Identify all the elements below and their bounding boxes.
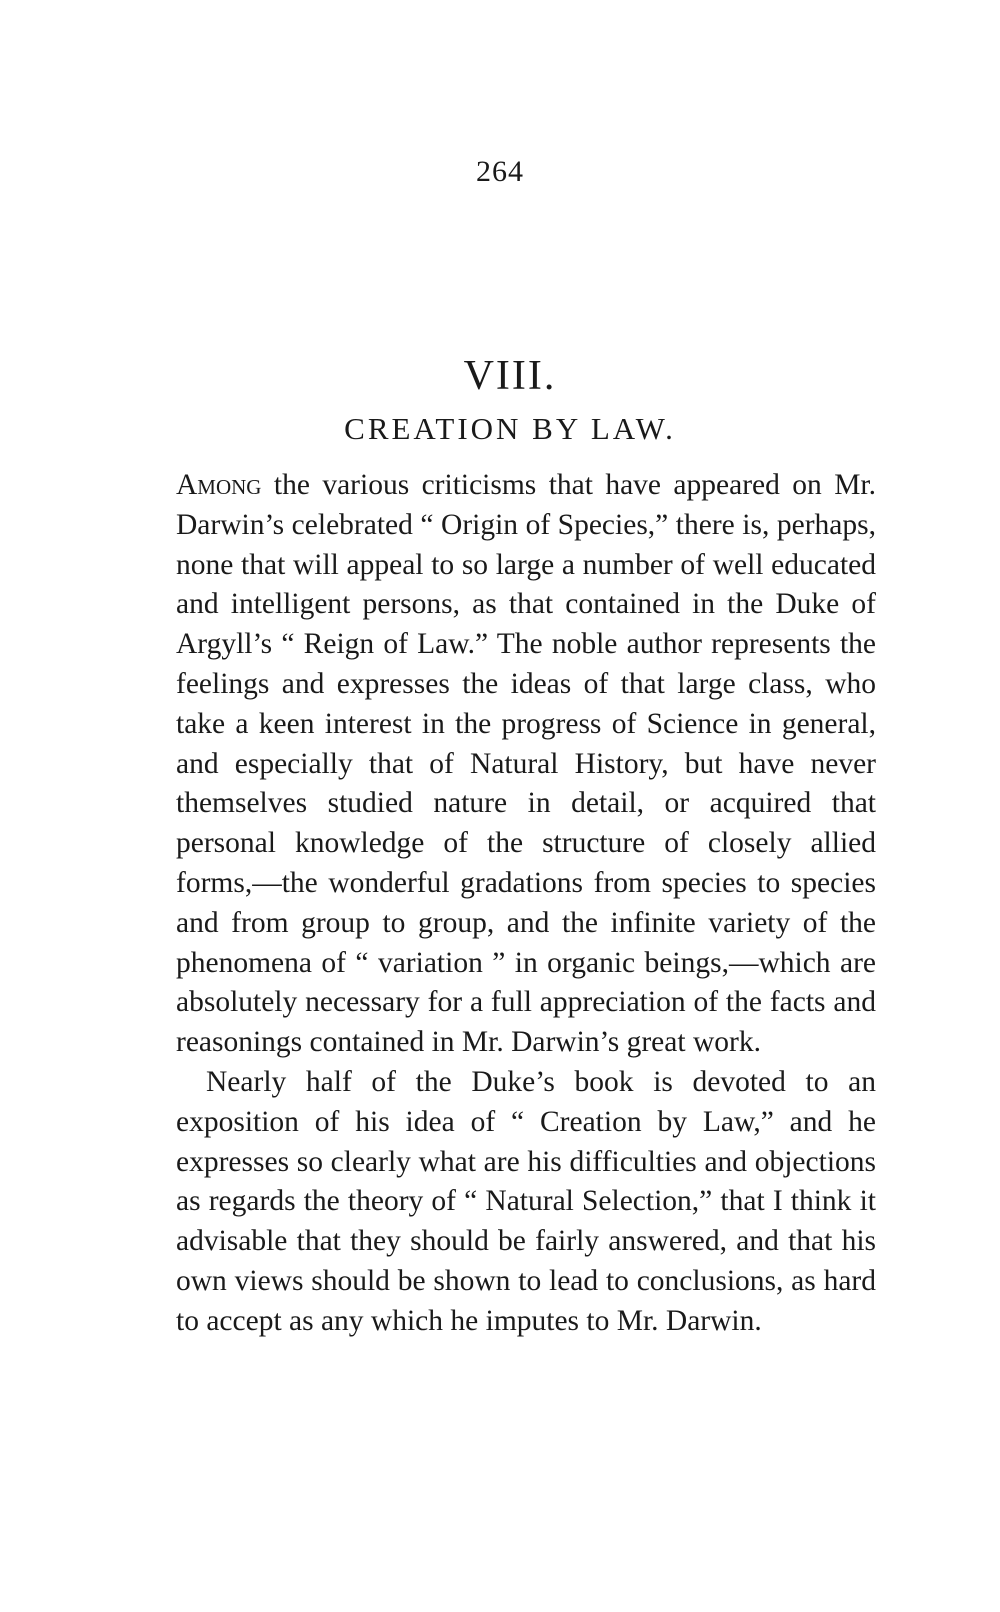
chapter-title: CREATION BY LAW.	[344, 411, 676, 446]
body-text	[176, 466, 876, 1342]
paragraph-1-text: the various criticisms that have appeared on Mr. Darwin’s celebrated “ Origin of Species,” there is, perhaps, none that will appeal to so large a number of well educated and intelligent persons, as that contained in the Duke of Argyll’s “ Reign of Law.” The noble author represents the feelings and expresses the ideas of that large class, who take a keen interest in the progress of Science in general, and especially that of Natural History, but have never themselves studied nature in detail, or acquired that personal knowledge of the structure of closely allied forms,—the wonderful gradations from species to species and from group to group, and the infinite variety of the phenomena of “ variation ” in organic beings,—which are absolutely necessary for a full appreciation of the facts and reasonings contained in Mr. Darwin’s great work.	[176, 469, 876, 1059]
paragraph-2: Nearly half of the Duke’s book is devoted to an exposition of his idea of “ Creation by Law,” and he expresses so clearly what are his difficulties and objections as regards the theory of “ Natural Selection,” that I think it advisable that they should be fairly answered, and that his own views should be shown to lead to conclusions, as hard to accept as any which he imputes to Mr. Darwin.	[176, 1065, 876, 1337]
paragraph-1	[176, 466, 876, 1063]
chapter-number: VIII.	[463, 353, 557, 399]
paragraph-1-lead-word: Among	[176, 469, 262, 501]
page-number: 264	[476, 155, 524, 188]
